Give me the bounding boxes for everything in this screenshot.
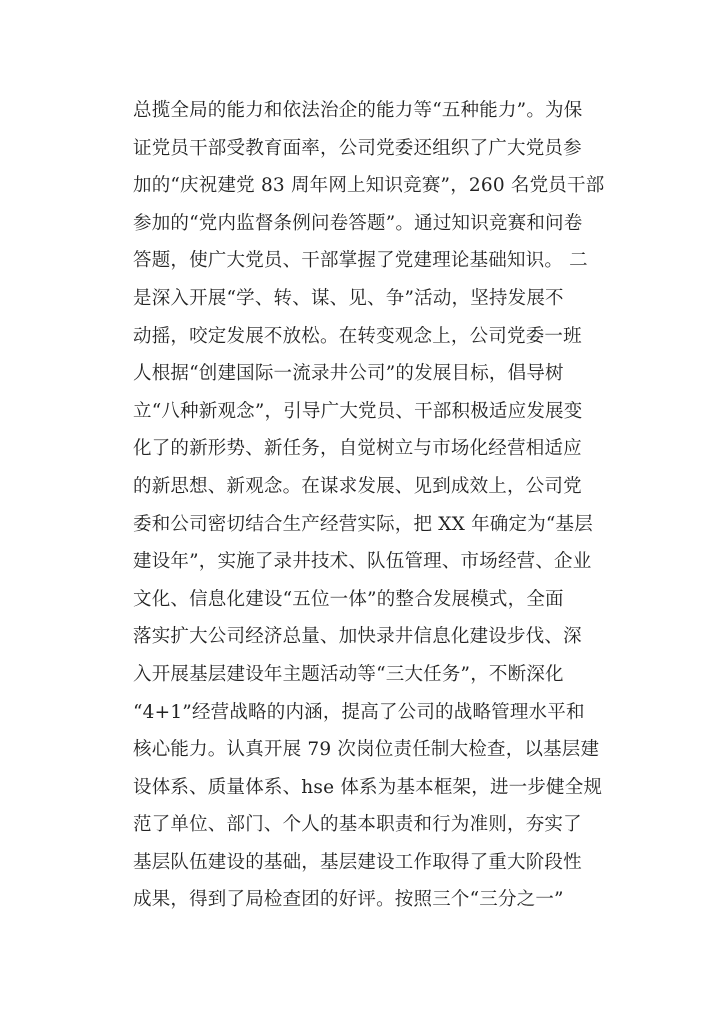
text-line: 证党员干部受教育面率，公司党委还组织了广大党员参	[133, 137, 582, 159]
text-line: 委和公司密切结合生产经营实际，把 XX 年确定为“基层	[133, 513, 593, 535]
text-line: 入开展基层建设年主题活动等“三大任务”，不断深化	[133, 663, 564, 685]
text-line: 立“八种新观念”，引导广大党员、干部积极适应发展变	[133, 400, 583, 422]
body-text	[133, 92, 603, 919]
text-line: 加的“庆祝建党 83 周年网上知识竞赛”，260 名党员干部	[133, 175, 605, 197]
text-line: 总揽全局的能力和依法治企的能力等“五种能力”。为保	[133, 100, 583, 121]
text-line: 落实扩大公司经济总量、加快录井信息化建设步伐、深	[133, 626, 582, 648]
text-line: 动摇，咬定发展不放松。在转变观念上，公司党委一班	[133, 325, 582, 347]
text-line: 基层队伍建设的基础，基层建设工作取得了重大阶段性	[133, 851, 582, 873]
text-line: 成果，得到了局检查团的好评。按照三个“三分之一”	[133, 889, 564, 911]
text-line: 文化、信息化建设“五位一体”的整合发展模式，全面	[133, 588, 564, 610]
text-line: 建设年”，实施了录井技术、队伍管理、市场经营、企业	[133, 551, 592, 573]
text-line: 答题，使广大党员、干部掌握了党建理论基础知识。 二	[133, 250, 588, 272]
text-line: 设体系、质量体系、hse 体系为基本框架，进一步健全规	[133, 776, 603, 798]
text-line: 参加的“党内监督条例问卷答题”。通过知识竞赛和问卷	[133, 212, 583, 234]
text-line: 核心能力。认真开展 79 次岗位责任制大检查，以基层建	[133, 739, 600, 761]
text-line: 的新思想、新观念。在谋求发展、见到成效上，公司党	[133, 475, 582, 497]
text-line: 人根据“创建国际一流录井公司”的发展目标，倡导树	[133, 363, 564, 385]
text-line: 是深入开展“学、转、谋、见、争”活动，坚持发展不	[133, 287, 564, 309]
text-line: 化了的新形势、新任务，自觉树立与市场化经营相适应	[133, 438, 582, 460]
text-line: “4+1”经营战略的内涵，提高了公司的战略管理水平和	[133, 701, 585, 723]
text-line: 范了单位、部门、个人的基本职责和行为准则，夯实了	[133, 814, 582, 836]
